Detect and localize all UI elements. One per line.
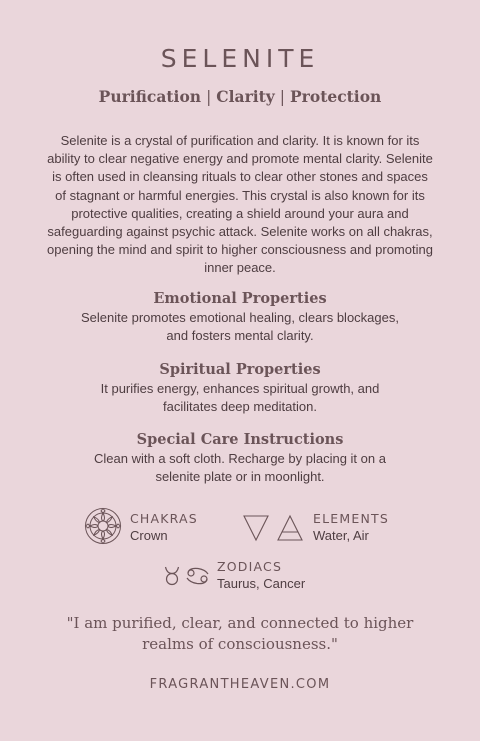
chakras-label: CHAKRAS (130, 511, 198, 526)
water-air-triangles-icon (242, 513, 304, 543)
elements-attribute (313, 511, 389, 545)
section-heading: Special Care Instructions (136, 431, 344, 448)
zodiacs-label: ZODIACS (217, 559, 283, 574)
chakras-value: Crown (130, 528, 168, 543)
section-text-line: facilitates deep meditation. (163, 399, 317, 415)
tagline-item-purification: Purification (98, 87, 202, 106)
section-text-line: and fosters mental clarity. (166, 328, 314, 344)
section-text-line: selenite plate or in moonlight. (155, 469, 325, 485)
quote-line: "I am purified, clear, and connected to higher (66, 614, 414, 632)
tagline-separator: | (279, 88, 286, 106)
tagline (0, 87, 480, 106)
section-text-line: Selenite promotes emotional healing, clears blockages, (81, 310, 399, 325)
section-emotional-properties (56, 289, 424, 345)
section-heading: Emotional Properties (153, 290, 327, 307)
section-special-care (56, 430, 424, 486)
website-footer: FRAGRANTHEAVEN.COM (149, 677, 331, 692)
page-title: SELENITE (160, 44, 320, 73)
zodiacs-attribute (217, 559, 305, 593)
chakras-attribute (130, 511, 198, 545)
zodiacs-value: Taurus, Cancer (217, 576, 306, 591)
elements-value: Water, Air (313, 528, 369, 543)
section-text-line: Clean with a soft cloth. Recharge by placing it on a (94, 451, 386, 466)
tagline-item-clarity: Clarity (216, 87, 275, 106)
intro-paragraph: Selenite is a crystal of purification and clarity. It is known for its ability to clear negative energy and promote mental clarity. Selenite is often used in cleansing rituals to clear other stones and spaces of stagnant or harmful energies. This crystal is also known for its protective qualities, creating a shield around your aura and safeguarding against psychic attack. Selenite works on all chakras, opening the mind and spirit to higher consciousness and promoting inner peace. (47, 133, 433, 276)
elements-label: ELEMENTS (313, 511, 389, 526)
taurus-cancer-icon (164, 565, 212, 587)
tagline-separator: | (206, 88, 212, 106)
affirmation-quote (40, 613, 440, 655)
quote-line: realms of consciousness." (142, 635, 338, 653)
tagline-item-protection: Protection (290, 87, 382, 106)
section-spiritual-properties (56, 360, 424, 416)
lotus-icon (84, 507, 122, 545)
section-heading: Spiritual Properties (159, 361, 321, 378)
section-text-line: It purifies energy, enhances spiritual growth, and (100, 381, 380, 396)
